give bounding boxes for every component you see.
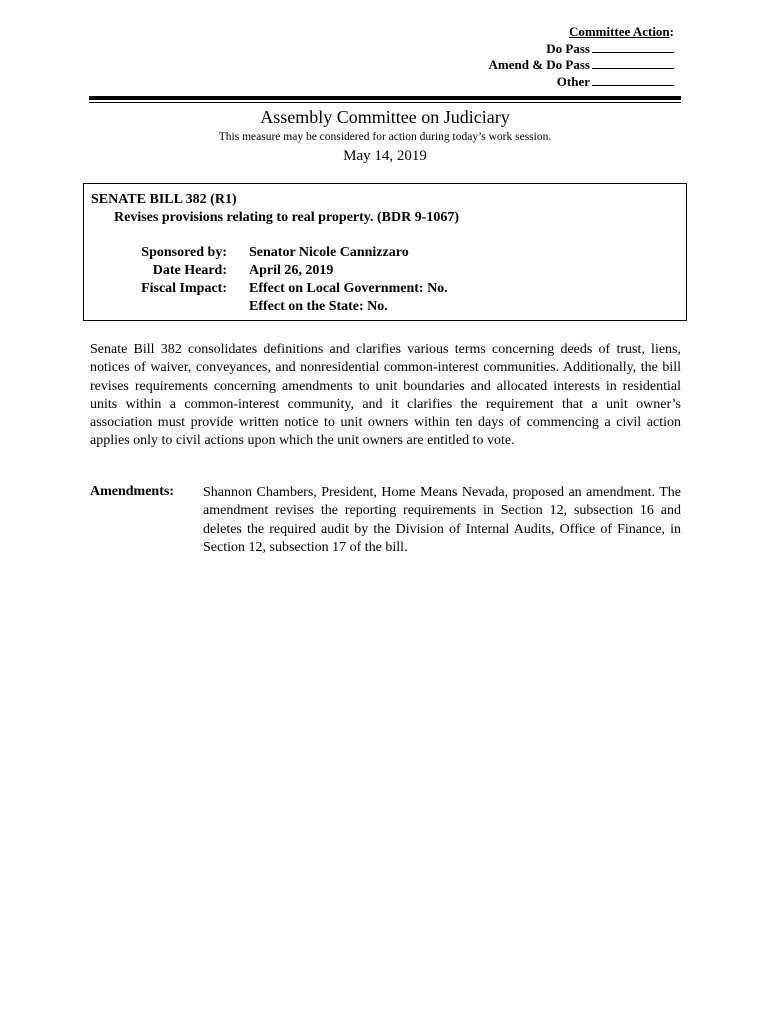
header-divider-thin xyxy=(89,102,681,103)
bill-summary: Senate Bill 382 consolidates definitions and clarifies various terms concerning deeds of trust, liens, notices of waiver, conveyances, and nonresidential common-interest communities. Additionally, the bill revises requirements concerning amendments to unit boundaries and allocated interests in residential units within a common-interest community, and it clarifies the requirement that a unit owner’s association must provide written notice to unit owners within ten days of commencing a civil action applies only to civil actions upon which the unit owners are entitled to vote. xyxy=(90,342,681,449)
sponsored-by-label: Sponsored by: xyxy=(141,245,227,260)
amendments-label: Amendments: xyxy=(90,484,174,499)
sponsored-by-value: Senator Nicole Cannizzaro xyxy=(249,245,409,260)
hearing-date: May 14, 2019 xyxy=(343,148,427,164)
action-other: Other xyxy=(489,74,674,91)
committee-title: Assembly Committee on Judiciary xyxy=(260,107,510,127)
action-blank-line xyxy=(592,41,674,53)
fiscal-impact-label: Fiscal Impact: xyxy=(141,281,227,296)
action-amend-do-pass: Amend & Do Pass xyxy=(489,57,674,74)
action-blank-line xyxy=(592,74,674,86)
committee-action-heading: Committee Action: xyxy=(568,24,674,39)
bill-info-box xyxy=(83,183,687,321)
action-blank-line xyxy=(592,57,674,69)
fiscal-local-value: Effect on Local Government: No. xyxy=(249,281,448,296)
bill-number: SENATE BILL 382 (R1) xyxy=(91,192,237,207)
date-heard-label: Date Heard: xyxy=(152,263,227,278)
fiscal-state-value: Effect on the State: No. xyxy=(249,299,388,314)
date-heard-value: April 26, 2019 xyxy=(249,263,334,278)
work-session-note: This measure may be considered for action during today’s work session. xyxy=(218,131,552,143)
bill-description: Revises provisions relating to real property. (BDR 9-1067) xyxy=(114,210,460,225)
committee-action-block xyxy=(489,24,674,90)
amendments-text: Shannon Chambers, President, Home Means Nevada, proposed an amendment. The amendment revises the reporting requirements in Section 12, subsection 16 and deletes the required audit by the Division of Internal Audits, Office of Finance, in Section 12, subsection 17 of the bill. xyxy=(203,485,681,555)
action-do-pass: Do Pass xyxy=(489,41,674,58)
header-divider-thick xyxy=(89,96,681,100)
